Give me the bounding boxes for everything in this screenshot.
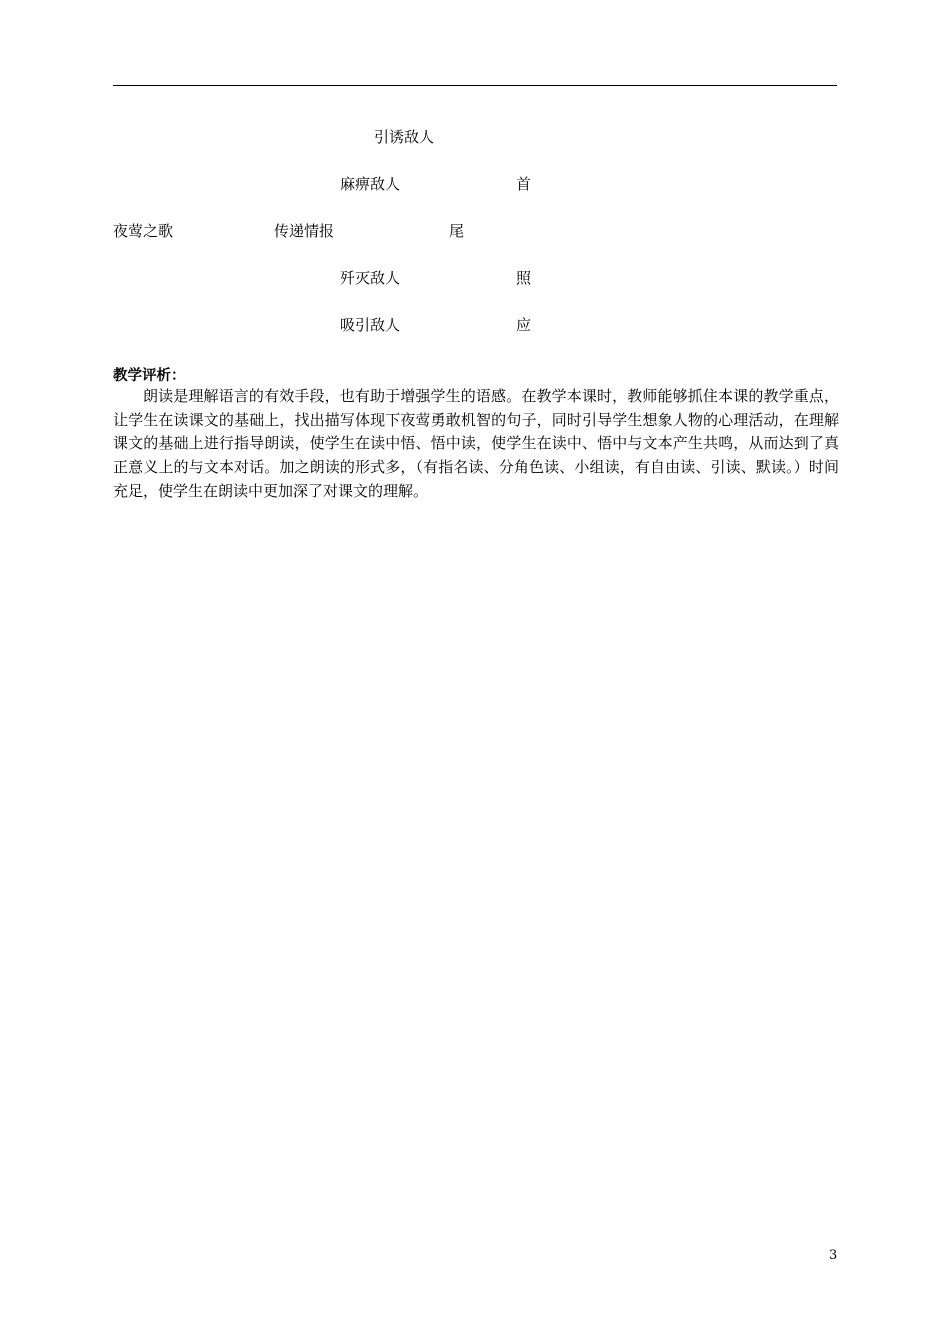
diagram-center-title: 夜莺之歌 — [113, 222, 174, 240]
branch-numb-enemy: 麻痹敌人 — [340, 175, 401, 193]
branch-attract-enemy: 吸引敌人 — [340, 316, 401, 334]
header-rule — [113, 85, 837, 86]
evaluation-paragraph: 朗读是理解语言的有效手段，也有助于增强学生的语感。在教学本课时，教师能够抓住本课的教学重点，让学生在读课文的基础上，找出描写体现下夜莺勇敢机智的句子，同时引导学生想象人物的心理活动，在理解课文的基础上进行指导朗读，使学生在读中悟、悟中读，使学生在读中、悟中与文本产生共鸣，从而达到了真正意义上的与文本对话。加之朗读的形式多，（有指名读、分角色读、小组读，有自由读、引读、默读。）时间充足，使学生在朗读中更加深了对课文的理解。 — [113, 387, 839, 500]
side-char-shou: 首 — [516, 175, 532, 193]
diagram-middle-node: 传递情报 — [274, 222, 335, 240]
evaluation-heading: 教学评析： — [113, 368, 186, 384]
side-char-ying: 应 — [516, 316, 532, 334]
branch-annihilate-enemy: 歼灭敌人 — [340, 269, 401, 287]
branch-lure-enemy: 引诱敌人 — [374, 128, 435, 146]
page-number: 3 — [829, 1248, 838, 1263]
side-char-wei: 尾 — [449, 222, 465, 240]
side-char-zhao: 照 — [516, 269, 532, 287]
